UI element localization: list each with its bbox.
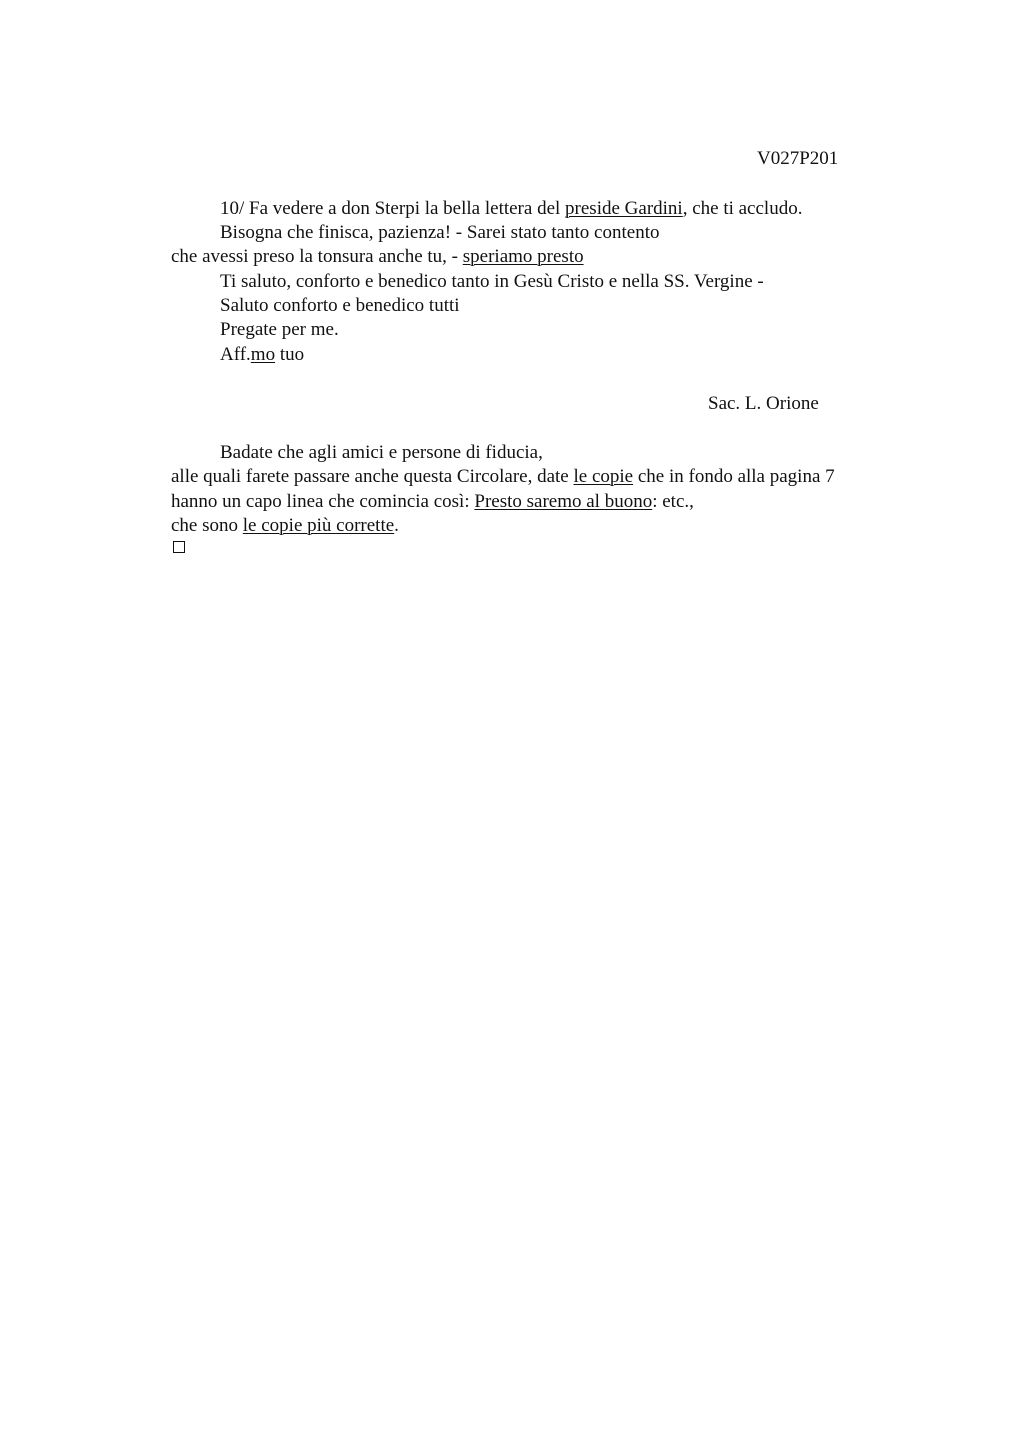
end-box-glyph	[173, 541, 185, 553]
closing-text: Aff.	[220, 344, 251, 365]
underlined-mo: mo	[250, 344, 276, 365]
underlined-le-copie: le copie	[573, 466, 634, 487]
letter-closing	[220, 343, 304, 367]
underlined-presto-saremo-al-buono: Presto saremo al buono	[474, 491, 653, 512]
signature: Sac. L. Orione	[708, 393, 819, 414]
underlined-le-copie-piu-corrette: le copie più corrette	[242, 515, 395, 536]
letter-line-2: Bisogna che finisca, pazienza! - Sarei stato tanto contento	[220, 222, 660, 243]
closing-tuo: tuo	[275, 344, 305, 365]
underlined-speriamo-presto: speriamo presto	[462, 246, 584, 267]
postscript-line-3-text: hanno un capo linea che comincia così:	[171, 491, 475, 512]
underlined-preside-gardini: preside Gardini	[565, 198, 683, 219]
postscript-line-3	[171, 490, 694, 514]
letter-line-4: Ti saluto, conforto e benedico tanto in Gesù Cristo e nella SS. Vergine -	[220, 271, 764, 292]
postscript-line-1: Badate che agli amici e persone di fiducia,	[220, 442, 543, 463]
postscript-line-4-text: che sono	[171, 515, 243, 536]
page-id: V027P201	[757, 148, 839, 169]
postscript-line-2-end: che in fondo alla pagina 7	[633, 466, 835, 487]
postscript-line-2	[171, 465, 835, 489]
postscript-line-2-text: alle quali farete passare anche questa Circolare, date	[171, 466, 574, 487]
postscript-line-4	[171, 514, 399, 538]
postscript-line-4-end: .	[394, 515, 399, 536]
letter-line-3	[171, 245, 584, 269]
postscript-line-3-end: : etc.,	[652, 491, 694, 512]
letter-line-1	[220, 197, 802, 221]
letter-line-6: Pregate per me.	[220, 319, 339, 340]
letter-line-5: Saluto conforto e benedico tutti	[220, 295, 460, 316]
letter-line-1-text: 10/ Fa vedere a don Sterpi la bella lettera del	[220, 198, 566, 219]
letter-line-1-end: , che ti accludo.	[682, 198, 803, 219]
letter-line-3-text: che avessi preso la tonsura anche tu, -	[171, 246, 463, 267]
